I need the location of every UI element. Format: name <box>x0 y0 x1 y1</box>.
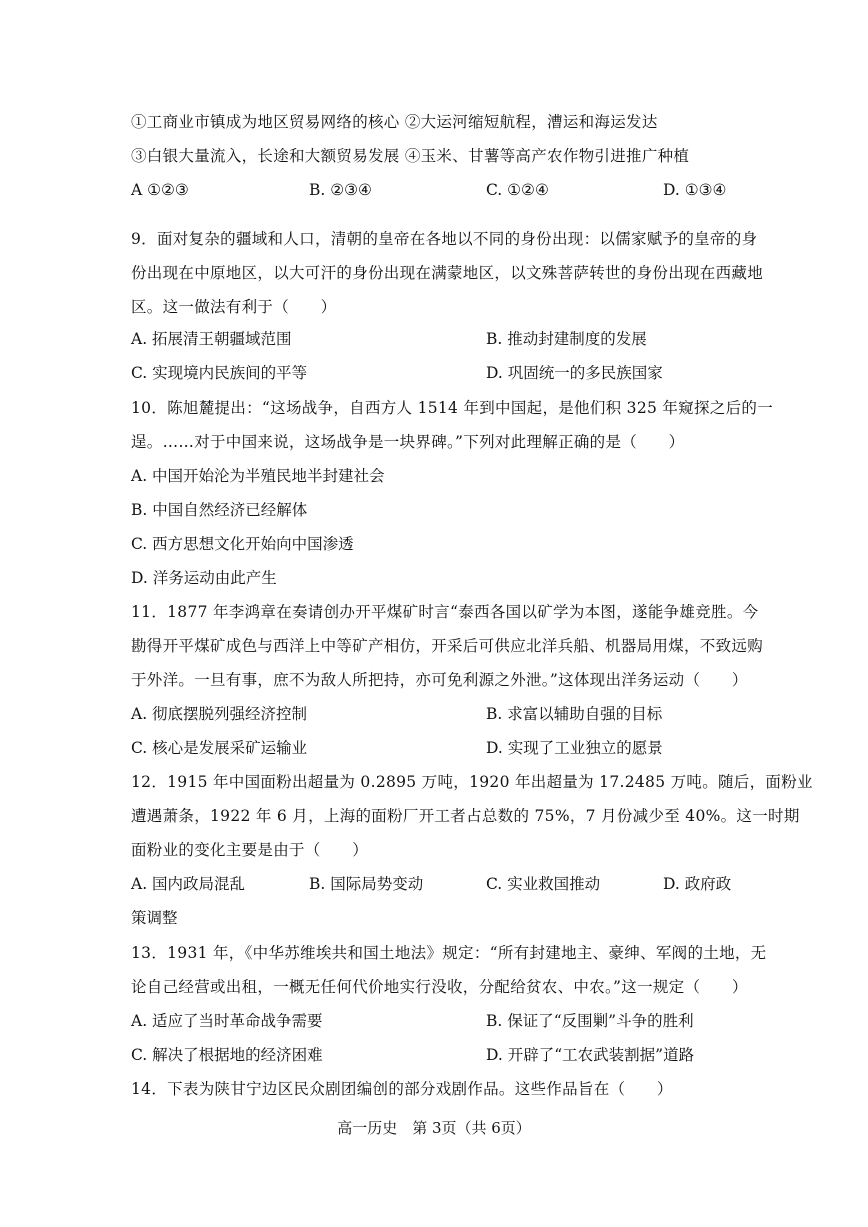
q8-option-c: C. ①②④ <box>486 181 549 199</box>
q10-option-c: C. 西方思想文化开始向中国渗透 <box>131 535 354 553</box>
q11-line-3: 于外洋。一旦有事，庶不为敌人所把持，亦可免利源之外泄。”这体现出洋务运动（ ） <box>131 671 748 689</box>
q13-option-c: C. 解决了根据地的经济困难 <box>131 1046 323 1064</box>
q8-option-b: B. ②③④ <box>309 181 372 199</box>
q12-line-3: 面粉业的变化主要是由于（ ） <box>131 841 369 859</box>
q13-line-2: 论自己经营或出租，一概无任何代价地实行没收，分配给贫农、中农。”这一规定（ ） <box>131 978 748 996</box>
q9-line-2: 份出现在中原地区，以大可汗的身份出现在满蒙地区，以文殊菩萨转世的身份出现在西藏地 <box>131 264 764 282</box>
q12-option-c: C. 实业救国推动 <box>486 875 601 893</box>
q11-line-2: 勘得开平煤矿成色与西洋上中等矿产相仿，开采后可供应北洋兵船、机器局用煤，不致远购 <box>131 637 764 655</box>
q13-option-b: B. 保证了“反围剿”斗争的胜利 <box>486 1012 694 1030</box>
q13-line-1: 13．1931 年，《中华苏维埃共和国土地法》规定：“所有封建地主、豪绅、军阀的土地，无 <box>131 944 767 962</box>
q9-option-b: B. 推动封建制度的发展 <box>486 330 647 348</box>
q13-option-a: A. 适应了当时革命战争需要 <box>131 1012 323 1030</box>
q12-option-d-wrap: 策调整 <box>131 909 178 927</box>
page-footer: 高一历史 第 3页（共 6页） <box>337 1119 531 1137</box>
q10-option-d: D. 洋务运动由此产生 <box>131 569 277 587</box>
q12-line-2: 遭遇萧条，1922 年 6 月，上海的面粉厂开工者占总数的 75%，7 月份减少至 40%。这一时期 <box>131 807 800 825</box>
q9-option-d: D. 巩固统一的多民族国家 <box>486 364 663 382</box>
q10-option-b: B. 中国自然经济已经解体 <box>131 501 308 519</box>
q9-line-1: 9．面对复杂的疆域和人口，清朝的皇帝在各地以不同的身份出现：以儒家赋予的皇帝的身 <box>131 230 758 248</box>
q10-line-2: 逞。……对于中国来说，这场战争是一块界碑。”下列对此理解正确的是（ ） <box>131 433 685 451</box>
q11-line-1: 11．1877 年李鸿章在奏请创办开平煤矿时言“泰西各国以矿学为本图，遂能争雄竞胜。今 <box>131 603 759 621</box>
q9-option-c: C. 实现境内民族间的平等 <box>131 364 308 382</box>
q11-option-c: C. 核心是发展采矿运输业 <box>131 739 308 757</box>
q11-option-d: D. 实现了工业独立的愿景 <box>486 739 663 757</box>
q12-line-1: 12．1915 年中国面粉出超量为 0.2895 万吨，1920 年出超量为 17.2485 万吨。随后，面粉业 <box>131 773 813 791</box>
q12-option-a: A. 国内政局混乱 <box>131 875 246 893</box>
q11-option-a: A. 彻底摆脱列强经济控制 <box>131 705 308 723</box>
q9-option-a: A. 拓展清王朝疆域范围 <box>131 330 292 348</box>
q14-line-1: 14．下表为陕甘宁边区民众剧团编创的部分戏剧作品。这些作品旨在（ ） <box>131 1080 673 1098</box>
q8-statement-1: ①工商业市镇成为地区贸易网络的核心 ②大运河缩短航程，漕运和海运发达 <box>131 113 658 131</box>
q9-line-3: 区。这一做法有利于（ ） <box>131 298 337 316</box>
q12-option-d: D. 政府政 <box>663 875 732 893</box>
q11-option-b: B. 求富以辅助自强的目标 <box>486 705 663 723</box>
q10-option-a: A. 中国开始沦为半殖民地半封建社会 <box>131 467 385 485</box>
q8-option-d: D. ①③④ <box>663 181 727 199</box>
q10-line-1: 10．陈旭麓提出：“这场战争，自西方人 1514 年到中国起，是他们积 325 年窥探之后的一 <box>131 399 773 417</box>
q8-statement-2: ③白银大量流入，长途和大额贸易发展 ④玉米、甘薯等高产农作物引进推广种植 <box>131 147 690 165</box>
q8-option-a: A ①②③ <box>131 181 189 199</box>
q13-option-d: D. 开辟了“工农武装割据”道路 <box>486 1046 695 1064</box>
q12-option-b: B. 国际局势变动 <box>309 875 424 893</box>
